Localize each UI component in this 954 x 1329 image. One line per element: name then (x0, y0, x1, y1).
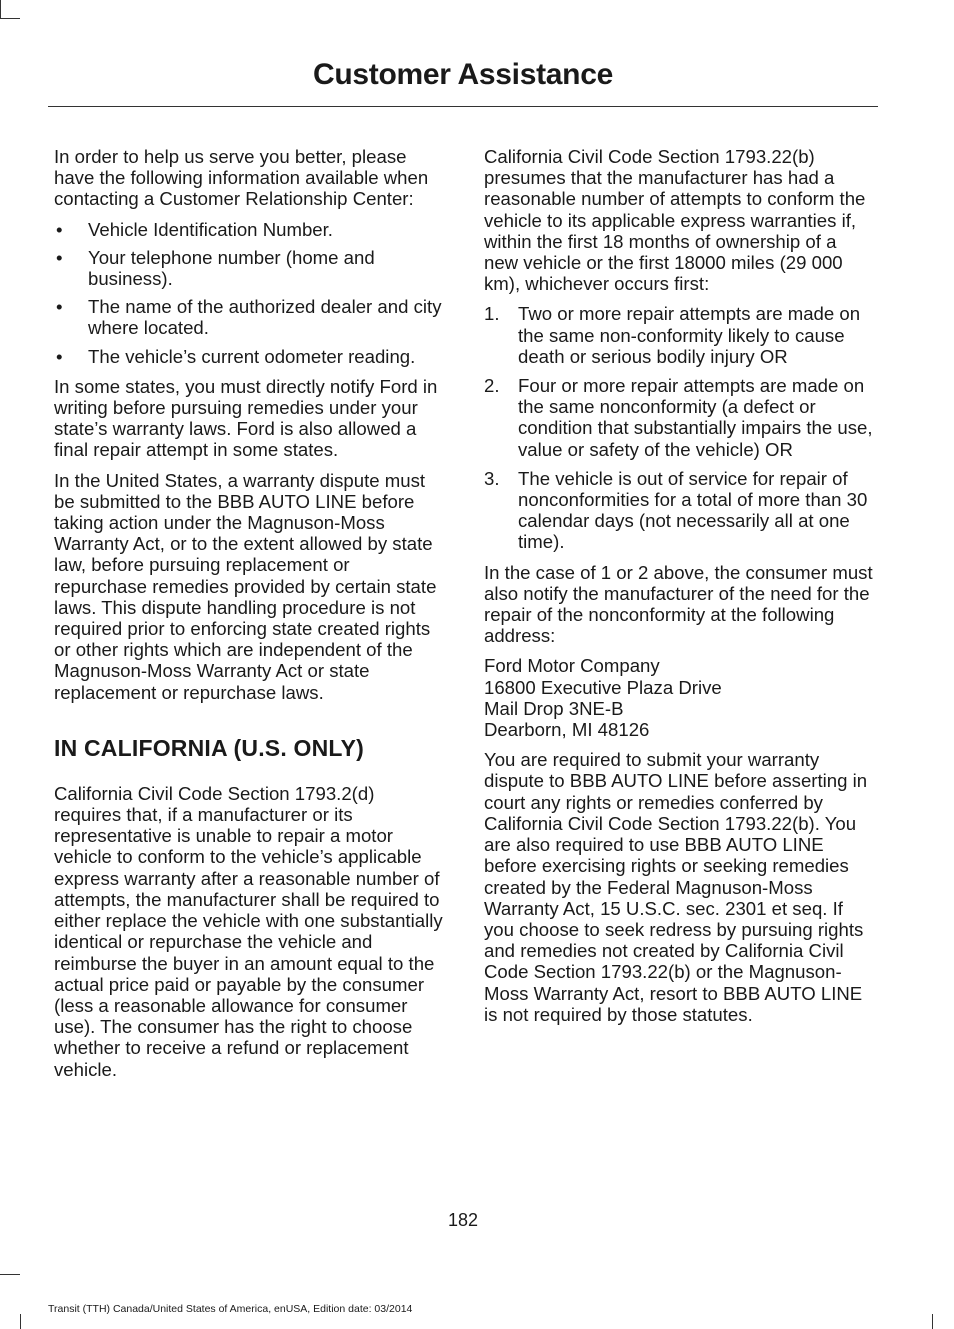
required-paragraph: You are required to submit your warranty dispute to BBB AUTO LINE before asserting in court any rights or remedies conferred by California Civil Code Section 1793.22(b). You are also required to use BBB AUTO LINE before exercising rights or seeking remedies created by the Federal Magnuson-Moss Warranty Act, 15 U.S.C. sec. 2301 et seq. If you choose to seek redress by pursuing rights and remedies not created by California Civil Code Section 1793.22(b) or the Magnuson-Moss Warranty Act, resort to BBB AUTO LINE is not required by those statutes. (484, 749, 868, 1025)
list-item (484, 468, 874, 553)
left-column (54, 146, 444, 1089)
list-item-text: Vehicle Identification Number. (88, 218, 333, 240)
intro-paragraph: In order to help us serve you better, please have the following information available when contacting a Customer Relationship Center: (54, 146, 429, 210)
page-title: Customer Assistance (313, 58, 613, 91)
address-line: Ford Motor Company (484, 655, 660, 677)
states-paragraph: In some states, you must directly notify Ford in writing before pursuing remedies under your state’s warranty laws. Ford is also allowed a final repair attempt in some states. (54, 375, 438, 461)
list-number: 1. (484, 303, 500, 325)
list-item (54, 346, 444, 367)
notify-paragraph: In the case of 1 or 2 above, the consumer must also notify the manufacturer of the need for the repair of the nonconformity at the following address: (484, 561, 873, 647)
crop-mark-bottom-left-v (20, 1314, 21, 1329)
bullet-marker: • (56, 296, 63, 318)
bullet-marker: • (56, 345, 63, 367)
mailing-address (484, 655, 874, 740)
address-line: Dearborn, MI 48126 (484, 719, 650, 741)
us-dispute-paragraph: In the United States, a warranty dispute must be submitted to the BBB AUTO LINE before taking action under the Magnuson-Moss Warranty Act, or to the extent allowed by state law, before pursuing replacement or repurchase remedies provided by certain state laws. This dispute handling procedure is not required prior to enforcing state created rights or other rights which are independent of the Magnuson-Moss Warranty Act or state replacement or repurchase laws. (54, 469, 437, 703)
address-line: Mail Drop 3NE-B (484, 697, 624, 719)
list-item-text: Your telephone number (home and business). (88, 246, 375, 290)
list-item (484, 303, 874, 367)
right-column (484, 146, 874, 1034)
list-item (54, 247, 444, 289)
list-item (54, 296, 444, 338)
list-item-text: The vehicle’s current odometer reading. (88, 345, 416, 367)
list-item-text: The name of the authorized dealer and city where located. (88, 296, 442, 339)
california-paragraph: California Civil Code Section 1793.2(d) requires that, if a manufacturer or its representative is unable to repair a motor vehicle to conform to the vehicle’s applicable express warranty after a reasonable number of attempts, the manufacturer shall be required to either replace the vehicle with one substantially identical or repurchase the vehicle and reimburse the buyer in an amount equal to the actual price paid or payable by the consumer (less a reasonable allowance for consumer use). The consumer has the right to choose whether to receive a refund or replacement vehicle. (54, 782, 443, 1080)
list-item-text: The vehicle is out of service for repair of nonconformities for a total of more than 30 calendar days (not necessarily all at one time). (518, 467, 868, 553)
bullet-marker: • (56, 218, 63, 240)
bullet-marker: • (56, 246, 63, 268)
crop-mark-top-left-v (0, 0, 1, 18)
list-number: 2. (484, 375, 500, 397)
list-item (484, 375, 874, 460)
crop-mark-bottom-left-h (0, 1274, 20, 1275)
footer-edition-text: Transit (TTH) Canada/United States of America, enUSA, Edition date: 03/2014 (48, 1303, 413, 1315)
list-item (54, 219, 444, 240)
code-intro-paragraph: California Civil Code Section 1793.22(b) presumes that the manufacturer has had a reasonable number of attempts to conform the vehicle to its applicable express warranties if, within the first 18 months of ownership of a new vehicle or the first 18000 miles (29 000 km), whichever occurs first: (484, 146, 866, 295)
crop-mark-bottom-right-v (932, 1314, 933, 1329)
info-bullet-list (54, 219, 444, 367)
address-line: 16800 Executive Plaza Drive (484, 676, 722, 698)
page-number: 182 (447, 1210, 479, 1230)
list-item-text: Four or more repair attempts are made on the same nonconformity (a defect or condition that substantially impairs the use, value or safety of the vehicle) OR (518, 375, 873, 460)
california-heading: IN CALIFORNIA (U.S. ONLY) (54, 734, 364, 761)
list-number: 3. (484, 467, 500, 489)
repair-attempts-list (484, 303, 874, 552)
list-item-text: Two or more repair attempts are made on the same non-conformity likely to cause death or serious bodily injury OR (518, 303, 861, 367)
crop-mark-top-left-h (0, 18, 20, 19)
header-rule (48, 106, 878, 107)
